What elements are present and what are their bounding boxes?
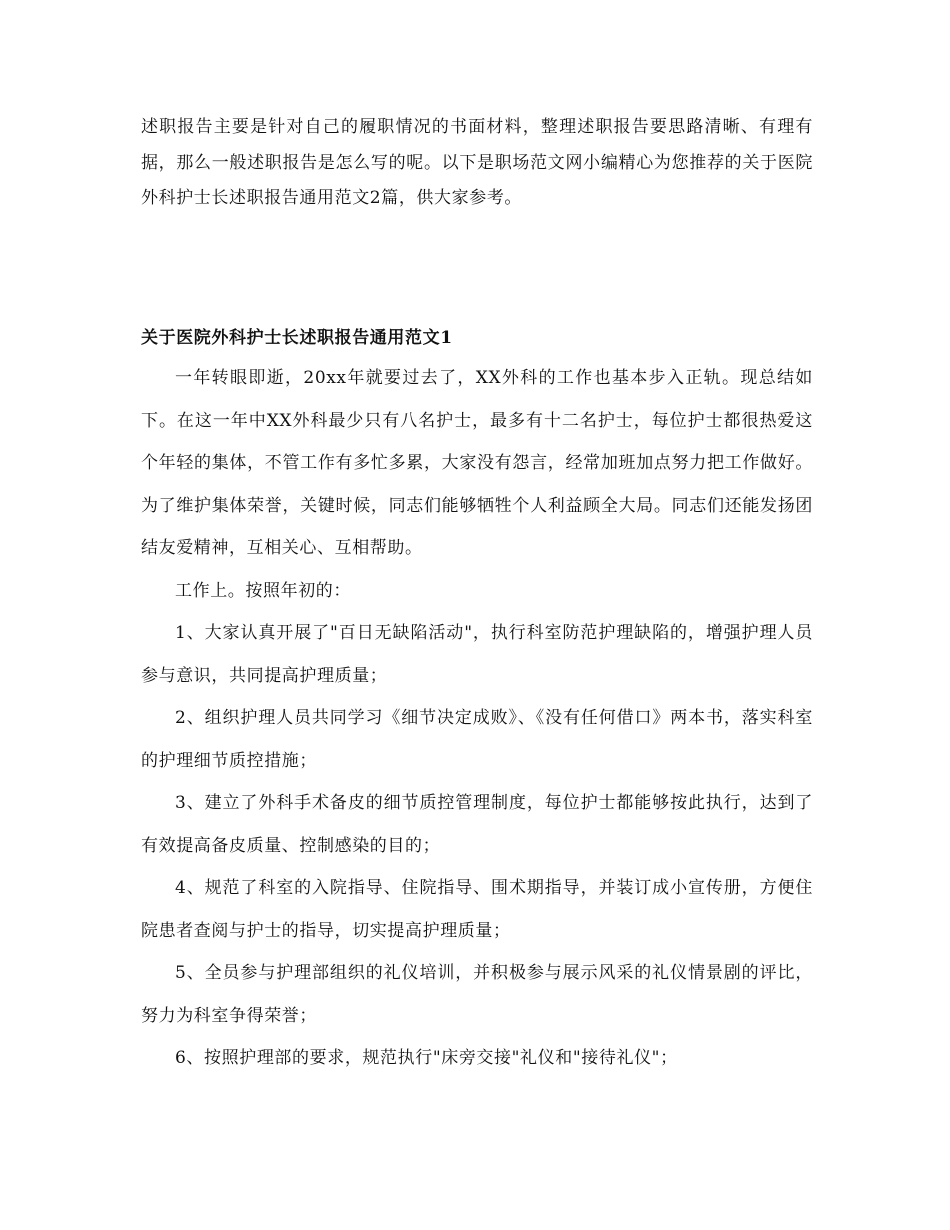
- article-section: [141, 320, 813, 1080]
- list-item: 5、全员参与护理部组织的礼仪培训，并积极参与展示风采的礼仪情景剧的评比，努力为科室争得荣誉；: [141, 963, 813, 1026]
- list-item: 4、规范了科室的入院指导、住院指导、围术期指导，并装订成小宣传册，方便住院患者查阅与护士的指导，切实提高护理质量；: [141, 878, 813, 941]
- list-item: 6、按照护理部的要求，规范执行"床旁交接"礼仪和"接待礼仪"；: [175, 1048, 678, 1068]
- list-item: 1、大家认真开展了"百日无缺陷活动"，执行科室防范护理缺陷的，增强护理人员参与意识，共同提高护理质量；: [141, 623, 813, 686]
- intro-paragraph: 述职报告主要是针对自己的履职情况的书面材料，整理述职报告要思路清晰、有理有据，那么一般述职报告是怎么写的呢。以下是职场范文网小编精心为您推荐的关于医院外科护士长述职报告通用范文2篇，供大家参考。: [141, 117, 813, 208]
- body-paragraph: 工作上。按照年初的：: [175, 580, 351, 601]
- body-paragraph: 一年转眼即逝，20xx年就要过去了，XX外科的工作也基本步入正轨。现总结如下。在这一年中XX外科最少只有八名护士，最多有十二名护士，每位护士都很热爱这个年轻的集体，不管工作有多忙多累，大家没有怨言，经常加班加点努力把工作做好。为了维护集体荣誉，关键时候，同志们能够牺牲个人利益顾全大局。同志们还能发扬团结友爱精神，互相关心、互相帮助。: [141, 368, 813, 558]
- article-title: 关于医院外科护士长述职报告通用范文1: [141, 328, 453, 348]
- list-item: 3、建立了外科手术备皮的细节质控管理制度，每位护士都能够按此执行，达到了有效提高备皮质量、控制感染的目的；: [141, 793, 813, 856]
- list-item: 2、组织护理人员共同学习《细节决定成败》、《没有任何借口》两本书，落实科室的护理细节质控措施；: [141, 708, 813, 771]
